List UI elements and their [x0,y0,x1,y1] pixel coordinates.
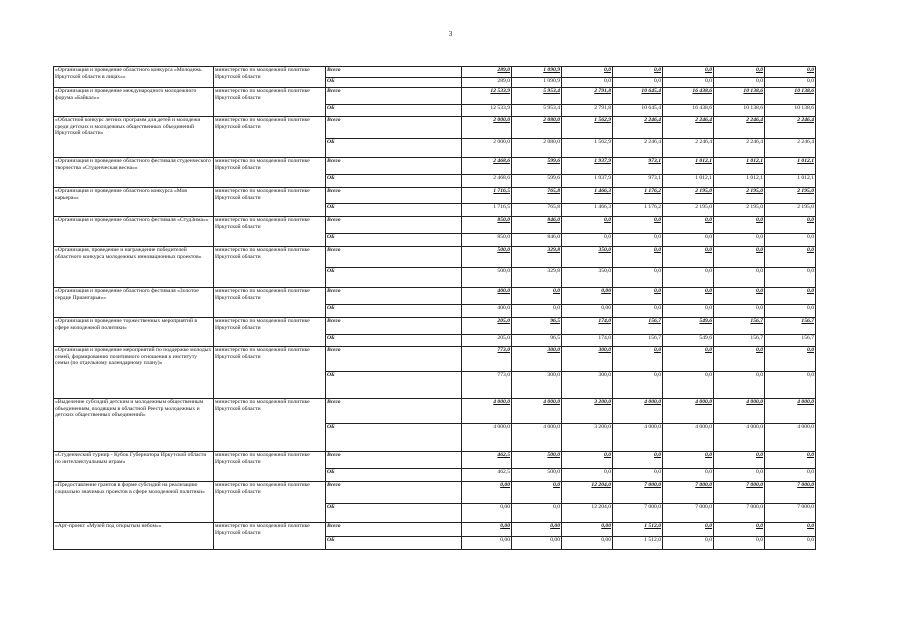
table-row-total [54,158,816,175]
table-row-total [54,188,816,204]
event-name-cell: «Организация и проведение областного конкурса «Молодежь Иркутской области в лицах»» [54,67,214,88]
ob-value-cell: 12 533,9 [462,105,512,117]
ob-value-cell: 0,0 [765,268,816,288]
total-value-cell: 0,0 [714,247,765,268]
total-value-cell: 0,0 [765,452,816,469]
responsible-cell: министерство по молодежной политике Иркутской области [214,399,326,452]
total-value-cell: 2 080,0 [512,117,562,139]
total-value-cell: 10 138,6 [765,88,816,105]
ob-value-cell: 0,0 [613,469,663,482]
total-value-cell: 96,5 [512,318,562,335]
ob-value-cell: 0,0 [562,78,613,88]
total-value-cell: 4 000,0 [613,399,663,424]
ob-value-cell: 0,0 [714,305,765,318]
ob-value-cell: 549,6 [663,335,714,347]
event-name-cell: «Студенческий турнир - Кубок Губернатора Иркутской области по интеллектуальным играм» [54,452,214,482]
table-row-total [54,67,816,78]
source-total-cell: Всего [326,318,462,335]
total-value-cell: 0,0 [562,217,613,234]
ob-value-cell: 0,0 [714,372,765,399]
total-value-cell: 0,0 [765,217,816,234]
responsible-cell: министерство по молодежной политике Иркутской области [214,88,326,117]
total-value-cell: 156,7 [765,318,816,335]
total-value-cell: 765,8 [512,188,562,204]
ob-value-cell: 2 195,0 [765,204,816,217]
total-value-cell: 1 012,1 [765,158,816,175]
total-value-cell: 0,0 [613,217,663,234]
total-value-cell: 0,0 [714,347,765,372]
total-value-cell: 0,0 [613,347,663,372]
table-row-total [54,217,816,234]
ob-value-cell: 300,0 [512,372,562,399]
budget-table [53,66,816,550]
total-value-cell: 0,0 [714,217,765,234]
source-total-cell: Всего [326,247,462,268]
ob-value-cell: 350,0 [562,268,613,288]
ob-value-cell: 96,5 [512,335,562,347]
total-value-cell: 2 246,4 [765,117,816,139]
ob-value-cell: 0,00 [512,537,562,550]
ob-value-cell: 0,0 [613,234,663,247]
ob-value-cell: 0,0 [663,305,714,318]
ob-value-cell: 4 000,0 [462,424,512,452]
ob-value-cell: 1 090,9 [512,78,562,88]
ob-value-cell: 1 466,3 [562,204,613,217]
ob-value-cell: 850,0 [462,234,512,247]
total-value-cell: 2 246,4 [714,117,765,139]
event-name-cell: «Предоставление грантов в форме субсидий на реализацию социально значимых проектов в сфере молодежной политики» [54,482,214,523]
total-value-cell: 0,0 [714,288,765,305]
total-value-cell: 2 195,0 [714,188,765,204]
source-total-cell: Всего [326,217,462,234]
total-value-cell: 7 000,0 [663,482,714,504]
source-ob-cell: ОБ [326,139,462,158]
total-value-cell: 0,00 [562,288,613,305]
source-total-cell: Всего [326,117,462,139]
ob-value-cell: 765,8 [512,204,562,217]
total-value-cell: 4 000,0 [512,399,562,424]
ob-value-cell: 500,0 [512,469,562,482]
ob-value-cell: 0,0 [512,504,562,523]
total-value-cell: 0,0 [765,347,816,372]
event-name-cell: «Организация и проведение международного молодежного форума «Байкал»» [54,88,214,117]
ob-value-cell: 5 953,4 [512,105,562,117]
ob-value-cell: 289,0 [462,78,512,88]
ob-value-cell: 2 000,0 [462,139,512,158]
event-name-cell: «Организация и проведение торжественных мероприятий в сфере молодежной политики» [54,318,214,347]
ob-value-cell: 2 246,4 [663,139,714,158]
event-name-cell: «Организация и проведение областного фестиваля «СтудЗима»» [54,217,214,247]
ob-value-cell: 10 138,6 [765,105,816,117]
total-value-cell: 0,0 [765,67,816,78]
responsible-cell: министерство по молодежной политике Иркутской области [214,482,326,523]
total-value-cell: 289,0 [462,67,512,78]
ob-value-cell: 2 791,8 [562,105,613,117]
responsible-cell: министерство по молодежной политике Иркутской области [214,347,326,399]
ob-value-cell: 0,0 [714,469,765,482]
ob-value-cell: 4 000,0 [663,424,714,452]
total-value-cell: 2 195,0 [663,188,714,204]
ob-value-cell: 10 138,6 [714,105,765,117]
total-value-cell: 7 000,0 [613,482,663,504]
total-value-cell: 2 195,0 [765,188,816,204]
ob-value-cell: 7 000,0 [714,504,765,523]
total-value-cell: 0,0 [512,482,562,504]
total-value-cell: 973,1 [613,158,663,175]
total-value-cell: 549,6 [663,318,714,335]
event-name-cell: «Организация и проведение мероприятий по поддержке молодых семей, формированию позитивного отношения к институту семьи (по отдельному календарному плану)» [54,347,214,399]
total-value-cell: 0,0 [663,523,714,537]
source-ob-cell: ОБ [326,268,462,288]
ob-value-cell: 500,0 [462,268,512,288]
table-row-total [54,88,816,105]
total-value-cell: 2 468,6 [462,158,512,175]
ob-value-cell: 1 012,1 [663,175,714,188]
ob-value-cell: 329,8 [512,268,562,288]
total-value-cell: 300,0 [512,347,562,372]
source-total-cell: Всего [326,288,462,305]
total-value-cell: 0,00 [462,523,512,537]
total-value-cell: 1 176,2 [613,188,663,204]
ob-value-cell: 0,0 [714,234,765,247]
ob-value-cell: 156,7 [765,335,816,347]
total-value-cell: 846,0 [512,217,562,234]
responsible-cell: министерство по молодежной политике Иркутской области [214,117,326,158]
table-row-total [54,117,816,139]
ob-value-cell: 0,0 [765,305,816,318]
ob-value-cell: 174,0 [562,335,613,347]
total-value-cell: 350,0 [562,247,613,268]
ob-value-cell: 0,0 [512,305,562,318]
total-value-cell: 0,0 [562,452,613,469]
ob-value-cell: 4 000,0 [512,424,562,452]
total-value-cell: 0,0 [663,217,714,234]
total-value-cell: 0,0 [512,288,562,305]
event-name-cell: «Организация и проведение областного фестиваля «Золотое сердце Приангарья»» [54,288,214,318]
total-value-cell: 0,0 [613,247,663,268]
responsible-cell: министерство по молодежной политике Иркутской области [214,288,326,318]
total-value-cell: 0,0 [714,452,765,469]
source-ob-cell: ОБ [326,105,462,117]
ob-value-cell: 1 012,1 [765,175,816,188]
source-total-cell: Всего [326,452,462,469]
ob-value-cell: 773,0 [462,372,512,399]
total-value-cell: 4 000,0 [714,399,765,424]
responsible-cell: министерство по молодежной политике Иркутской области [214,217,326,247]
source-total-cell: Всего [326,399,462,424]
ob-value-cell: 2 080,0 [512,139,562,158]
event-name-cell: «Организация и проведение областного конкурса «Моя карьера»» [54,188,214,217]
total-value-cell: 1 090,9 [512,67,562,78]
total-value-cell: 156,7 [714,318,765,335]
ob-value-cell: 0,00 [562,305,613,318]
total-value-cell: 0,00 [462,482,512,504]
ob-value-cell: 973,1 [613,175,663,188]
total-value-cell: 1 512,0 [613,523,663,537]
ob-value-cell: 0,0 [714,78,765,88]
source-total-cell: Всего [326,158,462,175]
total-value-cell: 3 200,0 [562,399,613,424]
ob-value-cell: 0,0 [663,234,714,247]
total-value-cell: 0,0 [663,288,714,305]
source-ob-cell: ОБ [326,305,462,318]
ob-value-cell: 0,0 [765,234,816,247]
source-total-cell: Всего [326,347,462,372]
source-total-cell: Всего [326,67,462,78]
table-row-total [54,452,816,469]
ob-value-cell: 0,0 [613,372,663,399]
source-ob-cell: ОБ [326,78,462,88]
total-value-cell: 500,0 [462,247,512,268]
total-value-cell: 16 438,6 [663,88,714,105]
ob-value-cell: 2 246,4 [714,139,765,158]
table-row-total [54,318,816,335]
ob-value-cell: 12 204,0 [562,504,613,523]
total-value-cell: 1 012,1 [714,158,765,175]
ob-value-cell: 1 937,9 [562,175,613,188]
source-ob-cell: ОБ [326,372,462,399]
ob-value-cell: 205,0 [462,335,512,347]
ob-value-cell: 0,0 [765,372,816,399]
source-ob-cell: ОБ [326,175,462,188]
ob-value-cell: 0,0 [765,537,816,550]
total-value-cell: 329,8 [512,247,562,268]
ob-value-cell: 7 000,0 [765,504,816,523]
ob-value-cell: 7 000,0 [663,504,714,523]
total-value-cell: 2 246,4 [663,117,714,139]
total-value-cell: 0,0 [663,67,714,78]
total-value-cell: 0,0 [714,67,765,78]
ob-value-cell: 599,6 [512,175,562,188]
ob-value-cell: 7 000,0 [613,504,663,523]
table-row-total [54,399,816,424]
ob-value-cell: 0,0 [613,305,663,318]
total-value-cell: 0,0 [765,523,816,537]
total-value-cell: 0,0 [613,452,663,469]
total-value-cell: 1 562,9 [562,117,613,139]
responsible-cell: министерство по молодежной политике Иркутской области [214,247,326,288]
source-ob-cell: ОБ [326,335,462,347]
total-value-cell: 7 000,0 [714,482,765,504]
ob-value-cell: 0,0 [765,469,816,482]
total-value-cell: 0,0 [663,247,714,268]
total-value-cell: 1 012,1 [663,158,714,175]
total-value-cell: 10 645,4 [613,88,663,105]
total-value-cell: 12 204,0 [562,482,613,504]
total-value-cell: 850,0 [462,217,512,234]
ob-value-cell: 0,0 [663,268,714,288]
total-value-cell: 400,0 [462,288,512,305]
total-value-cell: 1 937,9 [562,158,613,175]
responsible-cell: министерство по молодежной политике Иркутской области [214,523,326,550]
ob-value-cell: 156,7 [714,335,765,347]
ob-value-cell: 0,0 [663,372,714,399]
event-name-cell: «Областной конкурс летних программ для детей и молодежи среди детских и молодежных общественных объединений Иркутской области» [54,117,214,158]
source-total-cell: Всего [326,523,462,537]
total-value-cell: 10 138,6 [714,88,765,105]
total-value-cell: 0,0 [613,67,663,78]
ob-value-cell: 10 645,4 [613,105,663,117]
table-row-total [54,288,816,305]
total-value-cell: 2 246,4 [613,117,663,139]
ob-value-cell: 2 195,0 [663,204,714,217]
ob-value-cell: 846,0 [512,234,562,247]
source-ob-cell: ОБ [326,537,462,550]
source-total-cell: Всего [326,88,462,105]
responsible-cell: министерство по молодежной политике Иркутской области [214,188,326,217]
total-value-cell: 0,0 [663,347,714,372]
total-value-cell: 0,0 [714,523,765,537]
total-value-cell: 5 953,4 [512,88,562,105]
ob-value-cell: 0,0 [663,537,714,550]
ob-value-cell: 0,0 [663,78,714,88]
total-value-cell: 156,7 [613,318,663,335]
event-name-cell: «Организация, проведение и награждение победителей областного конкурса молодежных инновационных проектов» [54,247,214,288]
ob-value-cell: 0,00 [462,537,512,550]
total-value-cell: 0,00 [512,523,562,537]
ob-value-cell: 16 438,6 [663,105,714,117]
total-value-cell: 0,0 [562,67,613,78]
total-value-cell: 2 000,0 [462,117,512,139]
responsible-cell: министерство по молодежной политике Иркутской области [214,67,326,88]
ob-value-cell: 4 000,0 [613,424,663,452]
total-value-cell: 4 000,0 [462,399,512,424]
source-total-cell: Всего [326,188,462,204]
ob-value-cell: 0,0 [714,537,765,550]
total-value-cell: 0,00 [562,523,613,537]
total-value-cell: 500,0 [512,452,562,469]
page-number: 3 [448,30,453,38]
total-value-cell: 174,0 [562,318,613,335]
source-ob-cell: ОБ [326,234,462,247]
ob-value-cell: 4 000,0 [714,424,765,452]
total-value-cell: 1 466,3 [562,188,613,204]
table-row-total [54,523,816,537]
ob-value-cell: 1 512,0 [613,537,663,550]
source-ob-cell: ОБ [326,504,462,523]
ob-value-cell: 0,0 [765,78,816,88]
ob-value-cell: 1 562,9 [562,139,613,158]
responsible-cell: министерство по молодежной политике Иркутской области [214,158,326,188]
source-total-cell: Всего [326,482,462,504]
source-ob-cell: ОБ [326,204,462,217]
event-name-cell: «Выделение субсидий детским и молодежным общественным объединениям, входящим в областной Реестр молодежных и детских общественных объединений» [54,399,214,452]
total-value-cell: 599,6 [512,158,562,175]
total-value-cell: 773,0 [462,347,512,372]
ob-value-cell: 462,5 [462,469,512,482]
total-value-cell: 462,5 [462,452,512,469]
ob-value-cell: 2 195,0 [714,204,765,217]
responsible-cell: министерство по молодежной политике Иркутской области [214,452,326,482]
responsible-cell: министерство по молодежной политике Иркутской области [214,318,326,347]
ob-value-cell: 156,7 [613,335,663,347]
total-value-cell: 205,0 [462,318,512,335]
event-name-cell: «Арт-проект «Музей под открытым небом»» [54,523,214,550]
ob-value-cell: 0,0 [714,268,765,288]
table-row-total [54,482,816,504]
ob-value-cell: 2 246,4 [613,139,663,158]
table-row-total [54,247,816,268]
ob-value-cell: 0,00 [462,504,512,523]
ob-value-cell: 2 246,4 [765,139,816,158]
event-name-cell: «Организация и проведение областного фестиваля студенческого творчества «Студенческая весна»» [54,158,214,188]
source-ob-cell: ОБ [326,424,462,452]
total-value-cell: 4 000,0 [663,399,714,424]
ob-value-cell: 1 012,1 [714,175,765,188]
source-ob-cell: ОБ [326,469,462,482]
total-value-cell: 300,0 [562,347,613,372]
total-value-cell: 7 000,0 [765,482,816,504]
table-row-total [54,347,816,372]
total-value-cell: 0,0 [765,247,816,268]
ob-value-cell: 2 468,6 [462,175,512,188]
total-value-cell: 2 791,8 [562,88,613,105]
ob-value-cell: 1 716,5 [462,204,512,217]
ob-value-cell: 0,0 [613,78,663,88]
total-value-cell: 0,0 [765,288,816,305]
ob-value-cell: 0,00 [562,537,613,550]
ob-value-cell: 0,0 [663,469,714,482]
ob-value-cell: 0,0 [562,234,613,247]
total-value-cell: 4 000,0 [765,399,816,424]
ob-value-cell: 300,0 [562,372,613,399]
total-value-cell: 12 533,9 [462,88,512,105]
ob-value-cell: 400,0 [462,305,512,318]
total-value-cell: 1 716,5 [462,188,512,204]
total-value-cell: 0,0 [613,288,663,305]
ob-value-cell: 3 200,0 [562,424,613,452]
ob-value-cell: 4 000,0 [765,424,816,452]
ob-value-cell: 0,0 [613,268,663,288]
ob-value-cell: 0,0 [562,469,613,482]
total-value-cell: 0,0 [663,452,714,469]
ob-value-cell: 1 176,2 [613,204,663,217]
